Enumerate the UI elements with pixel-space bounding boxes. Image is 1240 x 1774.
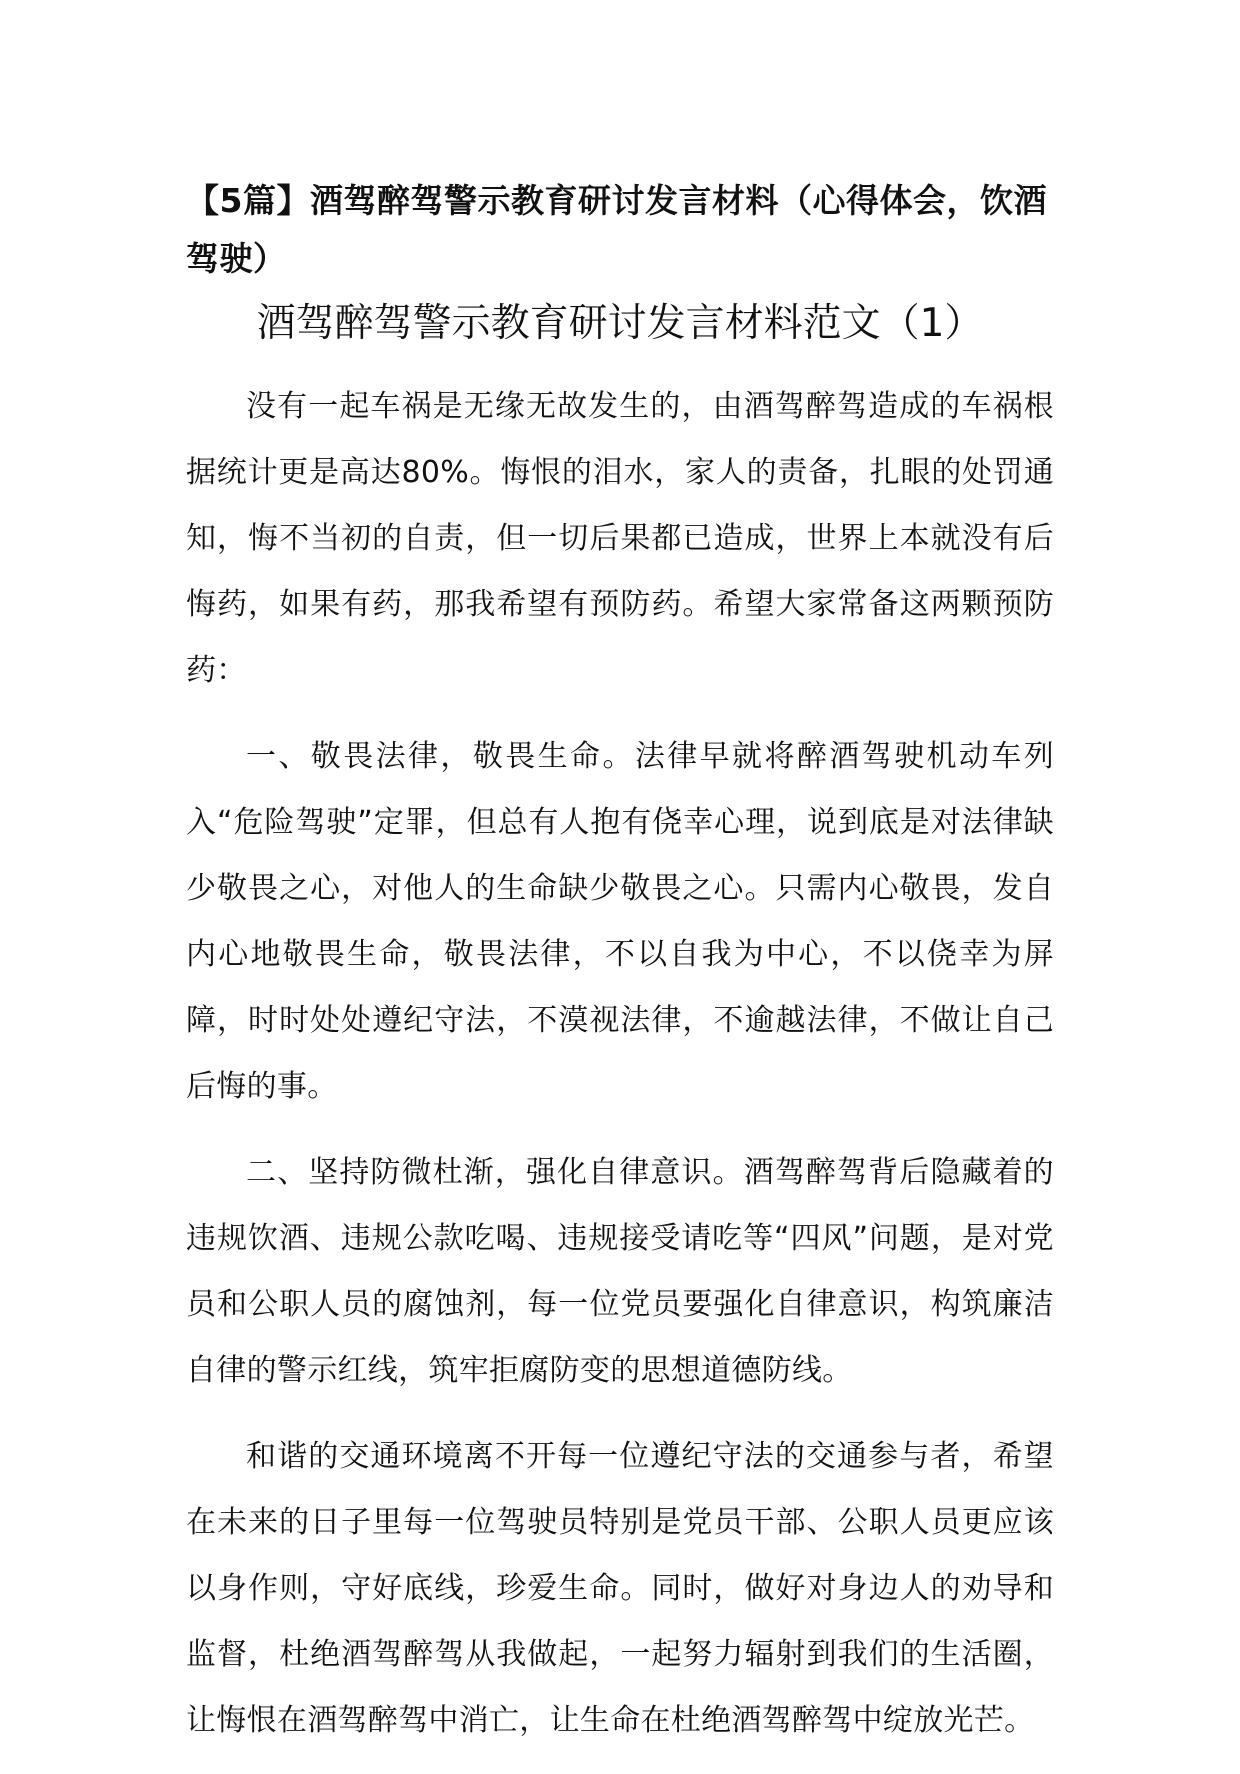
paragraph-conclusion: 和谐的交通环境离不开每一位遵纪守法的交通参与者，希望在未来的日子里每一位驾驶员特别是党员干部、公职人员更应该以身作则，守好底线，珍爱生命。同时，做好对身边人的劝导和监督，杜绝酒驾醉驾从我做起，一起努力辐射到我们的生活圈，让悔恨在酒驾醉驾中消亡，让生命在杜绝酒驾醉驾中绽放光芒。	[186, 1439, 1054, 1738]
paragraph-intro: 没有一起车祸是无缘无故发生的，由酒驾醉驾造成的车祸根据统计更是高达80%。悔恨的泪水，家人的责备，扎眼的处罚通知，悔不当初的自责，但一切后果都已造成，世界上本就没有后悔药，如果有药，那我希望有预防药。希望大家常备这两颗预防药：	[186, 389, 1054, 688]
document-heading: 【5篇】酒驾醉驾警示教育研讨发言材料（心得体会，饮酒驾驶）	[186, 181, 1047, 278]
paragraph-point-two: 二、坚持防微杜渐，强化自律意识。酒驾醉驾背后隐藏着的违规饮酒、违规公款吃喝、违规接受请吃等“四风”问题，是对党员和公职人员的腐蚀剂，每一位党员要强化自律意识，构筑廉洁自律的警示红线，筑牢拒腐防变的思想道德防线。	[186, 1155, 1054, 1388]
body-text	[186, 374, 1054, 1774]
paragraph-point-one: 一、敬畏法律，敬畏生命。法律早就将醉酒驾驶机动车列入“危险驾驶”定罪，但总有人抱有侥幸心理，说到底是对法律缺少敬畏之心，对他人的生命缺少敬畏之心。只需内心敬畏，发自内心地敬畏生命，敬畏法律，不以自我为中心，不以侥幸为屏障，时时处处遵纪守法，不漠视法律，不逾越法律，不做让自己后悔的事。	[186, 739, 1054, 1104]
section-title: 酒驾醉驾警示教育研讨发言材料范文（1）	[256, 301, 984, 346]
